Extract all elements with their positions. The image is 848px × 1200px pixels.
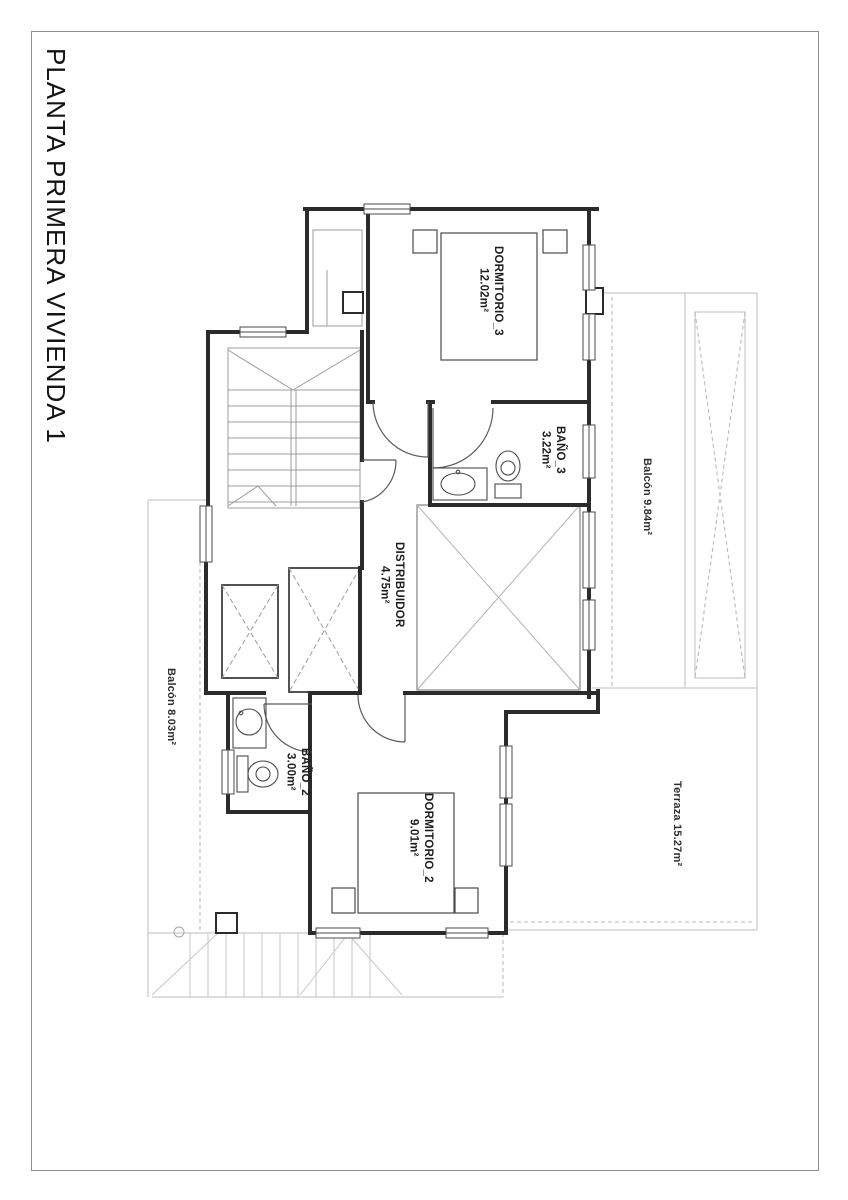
dashed-boundaries	[200, 297, 753, 997]
toilet-tank-bano3	[495, 484, 521, 498]
room-area: 12.02m²	[477, 268, 490, 313]
wardrobe-closets	[222, 230, 362, 692]
toilet-bowl-bano3	[496, 451, 520, 481]
room-area: 9.01m²	[407, 818, 420, 857]
void-hatch-distribuidor	[417, 505, 580, 690]
wall-pier	[586, 288, 603, 314]
pillar-top	[343, 292, 363, 313]
label-balcon-left: Balcón 8.03m²	[165, 668, 177, 746]
room-area: 3.22m²	[539, 430, 552, 469]
room-name: BAÑO_2	[298, 748, 311, 796]
room-label-distribuidor	[377, 537, 406, 632]
sink-basin-bano3	[441, 473, 475, 495]
room-label-bano-3	[538, 412, 567, 487]
door-stairs	[362, 460, 396, 502]
door-dormitorio-2	[358, 695, 405, 742]
toilet-tank-bano2	[237, 756, 248, 792]
drain-circle	[174, 927, 184, 937]
label-terraza: Terraza 15.27m²	[671, 781, 683, 867]
room-area: 3.00m²	[284, 753, 297, 791]
room-label-dormitorio-3	[476, 233, 505, 348]
room-name: DORMITORIO_2	[421, 792, 434, 883]
pillar-stairs	[216, 913, 237, 933]
nightstand	[332, 888, 355, 913]
toilet-bowl-bano2	[248, 761, 278, 787]
nightstand	[455, 888, 478, 913]
plan-title: PLANTA PRIMERA VIVIENDA 1	[41, 48, 71, 444]
nightstand	[543, 230, 567, 253]
interior-stairs	[228, 348, 360, 508]
room-label-bano-2	[283, 737, 312, 807]
label-balcon-right: Balcón 9.84m²	[641, 458, 653, 536]
sink-basin-bano2	[236, 709, 262, 735]
nightstand	[413, 230, 437, 253]
door-dormitorio-3	[373, 402, 428, 457]
room-area: 4.75m²	[378, 565, 391, 604]
room-name: DORMITORIO_3	[491, 245, 504, 336]
room-name: BAÑO_3	[553, 425, 566, 474]
room-name: DISTRIBUIDOR	[392, 541, 405, 628]
exterior-stairs	[152, 933, 402, 997]
balcony-terrace-outline	[148, 293, 757, 997]
door-bano-3	[433, 408, 493, 468]
room-label-dormitorio-2	[406, 790, 435, 885]
sink-counter-bano2	[233, 698, 266, 748]
